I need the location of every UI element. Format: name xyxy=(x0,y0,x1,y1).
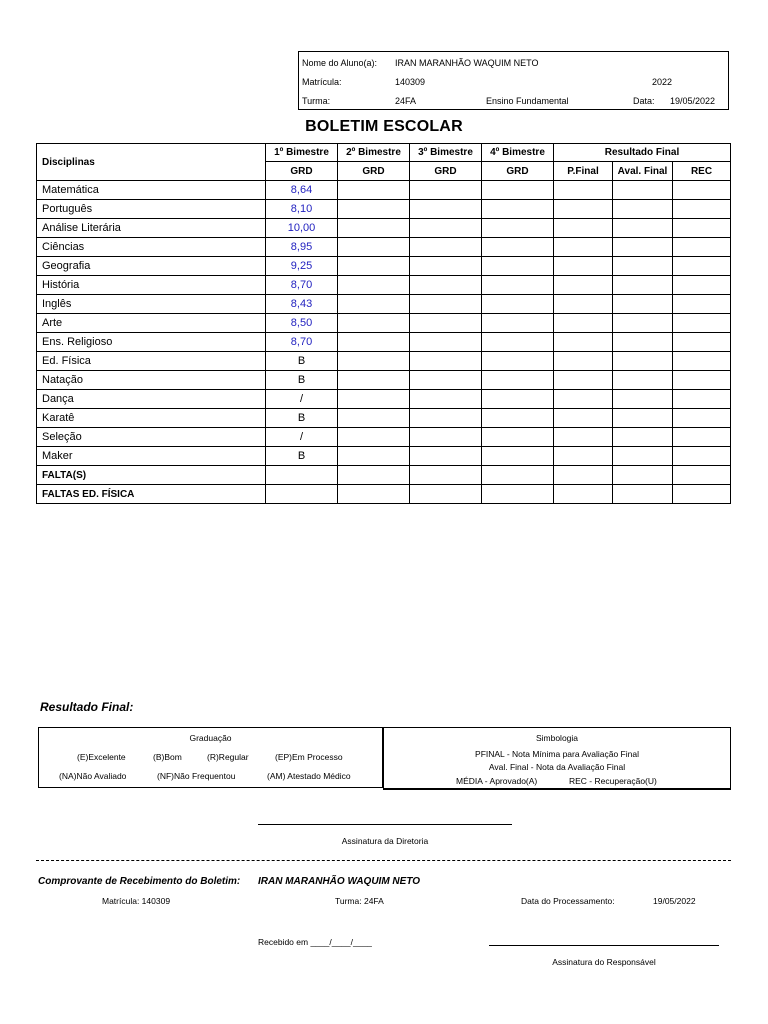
legend-regular: (R)Regular xyxy=(207,752,249,762)
empty-grade-cell xyxy=(482,181,554,200)
bimestre-1-grade: 8,64 xyxy=(266,181,338,200)
empty-grade-cell xyxy=(410,219,482,238)
bimestre-1-grade: B xyxy=(266,447,338,466)
empty-grade-cell xyxy=(482,371,554,390)
empty-grade-cell xyxy=(338,409,410,428)
legend-bom: (B)Bom xyxy=(153,752,182,762)
bimestre-1-grade: B xyxy=(266,409,338,428)
empty-grade-cell xyxy=(482,276,554,295)
empty-grade-cell xyxy=(338,314,410,333)
empty-grade-cell xyxy=(410,200,482,219)
empty-grade-cell xyxy=(673,447,731,466)
grade-row xyxy=(37,219,731,238)
faltas-ed-fisica-label: FALTAS ED. FÍSICA xyxy=(37,485,266,504)
empty-grade-cell xyxy=(482,352,554,371)
empty-grade-cell xyxy=(482,295,554,314)
empty-grade-cell xyxy=(554,295,613,314)
resultado-final-header: Resultado Final xyxy=(554,144,731,162)
pfinal-header: P.Final xyxy=(554,162,613,181)
empty-grade-cell xyxy=(338,276,410,295)
subject-name: Análise Literária xyxy=(37,219,266,238)
date-label: Data: xyxy=(633,96,655,106)
grade-row xyxy=(37,238,731,257)
empty-grade-cell xyxy=(410,409,482,428)
grade-row xyxy=(37,371,731,390)
empty-grade-cell xyxy=(673,276,731,295)
empty-grade-cell xyxy=(482,447,554,466)
empty-grade-cell xyxy=(482,200,554,219)
empty-grade-cell xyxy=(338,333,410,352)
empty-grade-cell xyxy=(673,181,731,200)
empty-grade-cell xyxy=(482,219,554,238)
empty-grade-cell xyxy=(410,295,482,314)
empty-grade-cell xyxy=(410,371,482,390)
turma-label: Turma: xyxy=(302,96,331,106)
comprovante-label: Comprovante de Recebimento do Boletim: xyxy=(38,876,241,887)
bimestre-1-grade: 8,70 xyxy=(266,333,338,352)
empty-grade-cell xyxy=(613,181,673,200)
comprovante-turma: Turma: 24FA xyxy=(335,896,384,906)
matricula-value: 140309 xyxy=(395,77,426,87)
date-value: 19/05/2022 xyxy=(670,96,716,106)
bimestre-1-grade: 9,25 xyxy=(266,257,338,276)
empty-grade-cell xyxy=(338,219,410,238)
empty-grade-cell xyxy=(410,333,482,352)
assinatura-diretoria: Assinatura da Diretoria xyxy=(341,836,429,846)
bimestre-1-grade: / xyxy=(266,428,338,447)
empty-grade-cell xyxy=(410,428,482,447)
graduacao-legend xyxy=(38,727,383,788)
empty-grade-cell xyxy=(554,314,613,333)
empty-grade-cell xyxy=(482,333,554,352)
empty-grade-cell xyxy=(554,200,613,219)
empty-grade-cell xyxy=(554,390,613,409)
assinatura-responsavel: Assinatura do Responsável xyxy=(552,957,656,967)
legend-em-processo: (EP)Em Processo xyxy=(275,752,343,762)
subject-name: Inglês xyxy=(37,295,266,314)
empty-grade-cell xyxy=(673,200,731,219)
subject-name: Ciências xyxy=(37,238,266,257)
empty-grade-cell xyxy=(613,219,673,238)
subject-name: Matemática xyxy=(37,181,266,200)
empty-grade-cell xyxy=(673,257,731,276)
page-title: BOLETIM ESCOLAR xyxy=(305,118,463,135)
simbologia-line1: PFINAL - Nota Mínima para Avaliação Final xyxy=(475,749,639,759)
empty-grade-cell xyxy=(410,390,482,409)
grade-row xyxy=(37,200,731,219)
student-info-box xyxy=(298,51,729,110)
grade-row xyxy=(37,390,731,409)
empty-grade-cell xyxy=(410,257,482,276)
empty-grade-cell xyxy=(338,352,410,371)
subject-name: Ed. Física xyxy=(37,352,266,371)
empty-grade-cell xyxy=(613,371,673,390)
recebido-em: Recebido em ____/____/____ xyxy=(258,937,372,947)
bimestre-1-grade: 8,70 xyxy=(266,276,338,295)
empty-grade-cell xyxy=(554,352,613,371)
empty-grade-cell xyxy=(410,276,482,295)
empty-grade-cell xyxy=(554,219,613,238)
empty-grade-cell xyxy=(673,409,731,428)
disciplinas-header: Disciplinas xyxy=(37,144,266,181)
bimestre-1-grade: 8,43 xyxy=(266,295,338,314)
processamento-date: 19/05/2022 xyxy=(653,896,696,906)
grade-row xyxy=(37,428,731,447)
subject-name: Geografia xyxy=(37,257,266,276)
grd-header: GRD xyxy=(266,162,338,181)
diretoria-signature-line xyxy=(258,824,512,825)
grd-header: GRD xyxy=(338,162,410,181)
empty-grade-cell xyxy=(338,181,410,200)
empty-grade-cell xyxy=(673,219,731,238)
school-year: 2022 xyxy=(652,77,673,87)
empty-grade-cell xyxy=(613,447,673,466)
empty-grade-cell xyxy=(410,314,482,333)
aval-final-header: Aval. Final xyxy=(613,162,673,181)
empty-grade-cell xyxy=(673,238,731,257)
empty-grade-cell xyxy=(482,314,554,333)
grade-row xyxy=(37,409,731,428)
bimestre-1-grade: B xyxy=(266,352,338,371)
education-level: Ensino Fundamental xyxy=(486,96,569,106)
empty-grade-cell xyxy=(613,428,673,447)
empty-grade-cell xyxy=(554,181,613,200)
bimestre-2-header: 2º Bimestre xyxy=(338,144,410,162)
empty-grade-cell xyxy=(338,428,410,447)
bimestre-1-grade: 8,95 xyxy=(266,238,338,257)
bimestre-4-header: 4º Bimestre xyxy=(482,144,554,162)
empty-grade-cell xyxy=(554,276,613,295)
rec-header: REC xyxy=(673,162,731,181)
grade-row xyxy=(37,276,731,295)
grade-row xyxy=(37,447,731,466)
subject-name: Dança xyxy=(37,390,266,409)
subject-name: Português xyxy=(37,200,266,219)
empty-grade-cell xyxy=(673,428,731,447)
grade-row xyxy=(37,295,731,314)
empty-grade-cell xyxy=(338,447,410,466)
empty-grade-cell xyxy=(338,238,410,257)
subject-name: Maker xyxy=(37,447,266,466)
empty-grade-cell xyxy=(613,409,673,428)
bimestre-1-header: 1º Bimestre xyxy=(266,144,338,162)
grade-row xyxy=(37,314,731,333)
subject-name: Karatê xyxy=(37,409,266,428)
subject-name: Ens. Religioso xyxy=(37,333,266,352)
subject-name: Seleção xyxy=(37,428,266,447)
subject-name: História xyxy=(37,276,266,295)
bimestre-1-grade: / xyxy=(266,390,338,409)
empty-grade-cell xyxy=(554,371,613,390)
empty-grade-cell xyxy=(673,352,731,371)
empty-grade-cell xyxy=(613,333,673,352)
bimestre-1-grade: 8,10 xyxy=(266,200,338,219)
grade-row xyxy=(37,333,731,352)
bimestre-3-header: 3º Bimestre xyxy=(410,144,482,162)
turma-value: 24FA xyxy=(395,96,417,106)
empty-grade-cell xyxy=(673,390,731,409)
empty-grade-cell xyxy=(613,238,673,257)
empty-grade-cell xyxy=(338,257,410,276)
legend-nao-avaliado: (NA)Não Avaliado xyxy=(59,771,127,781)
subject-name: Natação xyxy=(37,371,266,390)
empty-grade-cell xyxy=(613,390,673,409)
bimestre-1-grade: 8,50 xyxy=(266,314,338,333)
empty-grade-cell xyxy=(410,181,482,200)
processamento-label: Data do Processamento: xyxy=(521,896,615,906)
grade-row xyxy=(37,257,731,276)
simbologia-title: Simbologia xyxy=(535,733,579,743)
empty-grade-cell xyxy=(338,200,410,219)
bimestre-1-grade: 10,00 xyxy=(266,219,338,238)
empty-grade-cell xyxy=(410,238,482,257)
empty-grade-cell xyxy=(613,200,673,219)
empty-grade-cell xyxy=(554,447,613,466)
empty-grade-cell xyxy=(613,352,673,371)
empty-grade-cell xyxy=(482,428,554,447)
simbologia-line2: Aval. Final - Nota da Avaliação Final xyxy=(488,762,626,772)
legend-nao-frequentou: (NF)Não Frequentou xyxy=(157,771,236,781)
empty-grade-cell xyxy=(482,238,554,257)
empty-grade-cell xyxy=(338,390,410,409)
name-label: Nome do Aluno(a): xyxy=(302,58,378,68)
grades-table xyxy=(36,143,731,504)
grd-header: GRD xyxy=(410,162,482,181)
comprovante-matricula: Matrícula: 140309 xyxy=(102,896,171,906)
simbologia-legend xyxy=(383,727,731,790)
responsavel-signature-line xyxy=(489,945,719,946)
graduacao-title: Graduação xyxy=(189,733,232,743)
empty-grade-cell xyxy=(554,333,613,352)
empty-grade-cell xyxy=(482,257,554,276)
grd-header: GRD xyxy=(482,162,554,181)
simbologia-rec: REC - Recuperação(U) xyxy=(569,776,657,786)
empty-grade-cell xyxy=(554,238,613,257)
empty-grade-cell xyxy=(673,371,731,390)
legend-atestado: (AM) Atestado Médico xyxy=(267,771,351,781)
student-name: IRAN MARANHÃO WAQUIM NETO xyxy=(395,58,539,68)
simbologia-media: MÉDIA - Aprovado(A) xyxy=(456,776,538,786)
empty-grade-cell xyxy=(673,295,731,314)
grade-row xyxy=(37,352,731,371)
resultado-final-title: Resultado Final: xyxy=(40,700,134,714)
empty-grade-cell xyxy=(673,333,731,352)
empty-grade-cell xyxy=(554,428,613,447)
faltas-label: FALTA(S) xyxy=(37,466,266,485)
cut-line xyxy=(36,860,731,861)
subject-name: Arte xyxy=(37,314,266,333)
empty-grade-cell xyxy=(613,276,673,295)
empty-grade-cell xyxy=(482,390,554,409)
bimestre-1-grade: B xyxy=(266,371,338,390)
empty-grade-cell xyxy=(613,257,673,276)
comprovante-name: IRAN MARANHÃO WAQUIM NETO xyxy=(258,876,421,887)
grade-row xyxy=(37,181,731,200)
matricula-label: Matrícula: xyxy=(302,77,342,87)
empty-grade-cell xyxy=(554,409,613,428)
empty-grade-cell xyxy=(482,409,554,428)
legend-excelente: (E)Excelente xyxy=(77,752,126,762)
empty-grade-cell xyxy=(410,352,482,371)
empty-grade-cell xyxy=(613,295,673,314)
empty-grade-cell xyxy=(554,257,613,276)
empty-grade-cell xyxy=(613,314,673,333)
empty-grade-cell xyxy=(673,314,731,333)
empty-grade-cell xyxy=(410,447,482,466)
empty-grade-cell xyxy=(338,371,410,390)
empty-grade-cell xyxy=(338,295,410,314)
